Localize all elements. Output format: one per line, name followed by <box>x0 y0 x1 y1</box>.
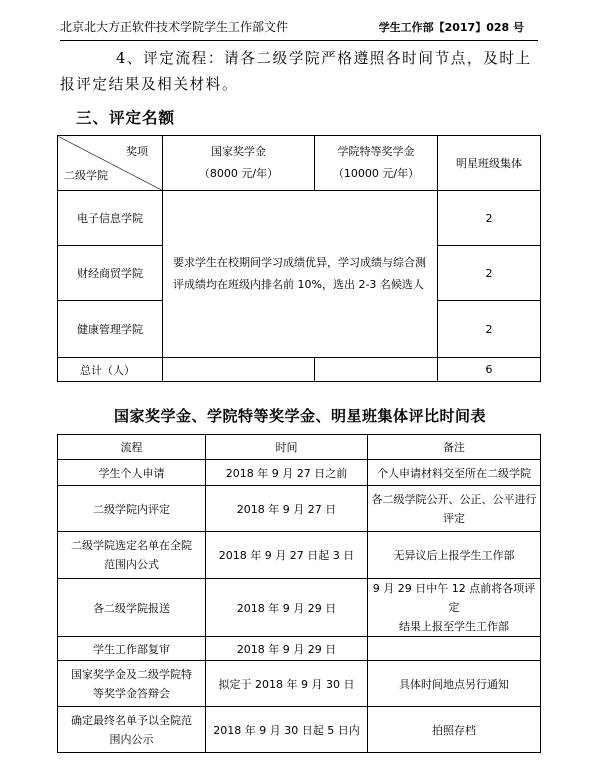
schedule-time: 2018 年 9 月 27 日之前 <box>206 460 368 486</box>
schedule-step: 二级学院内评定 <box>58 486 206 532</box>
paragraph-evaluation-process: 4、评定流程：请各二级学院严格遵照各时间节点，及时上报评定结果及相关材料。 <box>60 50 532 93</box>
schedule-step: 学生个人申请 <box>58 460 206 486</box>
college-name: 电子信息学院 <box>58 191 163 246</box>
college-name: 财经商贸学院 <box>58 246 163 301</box>
col-header-star: 明星班级集体 <box>438 136 541 191</box>
college-name: 健康管理学院 <box>58 301 163 358</box>
schedule-step: 学生工作部复审 <box>58 637 206 661</box>
schedule-step: 二级学院选定名单在全院 范围内公式 <box>58 532 206 579</box>
document-header <box>60 12 538 41</box>
schedule-header-note: 备注 <box>368 435 541 460</box>
quota-table <box>57 135 541 382</box>
schedule-table <box>57 434 541 753</box>
schedule-time: 2018 年 9 月 30 日起 5 日内 <box>206 707 368 753</box>
col-header-national: 国家奖学金 （8000 元/年） <box>163 136 315 191</box>
schedule-time: 拟定于 2018 年 9 月 30 日 <box>206 661 368 707</box>
schedule-step: 各二级学院报送 <box>58 579 206 637</box>
schedule-time: 2018 年 9 月 29 日 <box>206 637 368 661</box>
star-count: 2 <box>438 301 541 358</box>
schedule-header-step: 流程 <box>58 435 206 460</box>
requirement-text: 要求学生在校期间学习成绩优异，学习成绩与综合测评成绩均在班级内排名前 10%，选出 2-3 名候选人 <box>163 191 438 358</box>
schedule-note: 个人申请材料交至所在二级学院 <box>368 460 541 486</box>
schedule-note <box>368 637 541 661</box>
schedule-step: 国家奖学金及二级学院特 等奖学金答辩会 <box>58 661 206 707</box>
header-doc-number: 学生工作部【2017】028 号 <box>378 21 524 34</box>
total-label: 总计（人） <box>58 358 163 382</box>
schedule-note: 拍照存档 <box>368 707 541 753</box>
schedule-header-time: 时间 <box>206 435 368 460</box>
total-national <box>163 358 315 382</box>
schedule-note: 具体时间地点另行通知 <box>368 661 541 707</box>
schedule-time: 2018 年 9 月 27 日 <box>206 486 368 532</box>
star-count: 2 <box>438 246 541 301</box>
col-header-special: 学院特等奖学金 （10000 元/年） <box>315 136 438 191</box>
total-special <box>315 358 438 382</box>
diag-label-award: 奖项 <box>126 145 148 158</box>
star-count: 2 <box>438 191 541 246</box>
diagonal-header-cell <box>58 136 163 191</box>
schedule-note: 无异议后上报学生工作部 <box>368 532 541 579</box>
schedule-time: 2018 年 9 月 29 日 <box>206 579 368 637</box>
total-star: 6 <box>438 358 541 382</box>
schedule-title: 国家奖学金、学院特等奖学金、明星班集体评比时间表 <box>113 407 486 425</box>
section-heading-quota: 三、评定名额 <box>76 109 176 127</box>
header-org-title: 北京北大方正软件技术学院学生工作部文件 <box>60 20 289 34</box>
diag-label-college: 二级学院 <box>64 169 108 182</box>
schedule-time: 2018 年 9 月 27 日起 3 日 <box>206 532 368 579</box>
schedule-note: 9 月 29 日中午 12 点前将各项评定 结果上报至学生工作部 <box>368 579 541 637</box>
schedule-step: 确定最终名单予以全院范 围内公示 <box>58 707 206 753</box>
schedule-note: 各二级学院公开、公正、公平进行 评定 <box>368 486 541 532</box>
